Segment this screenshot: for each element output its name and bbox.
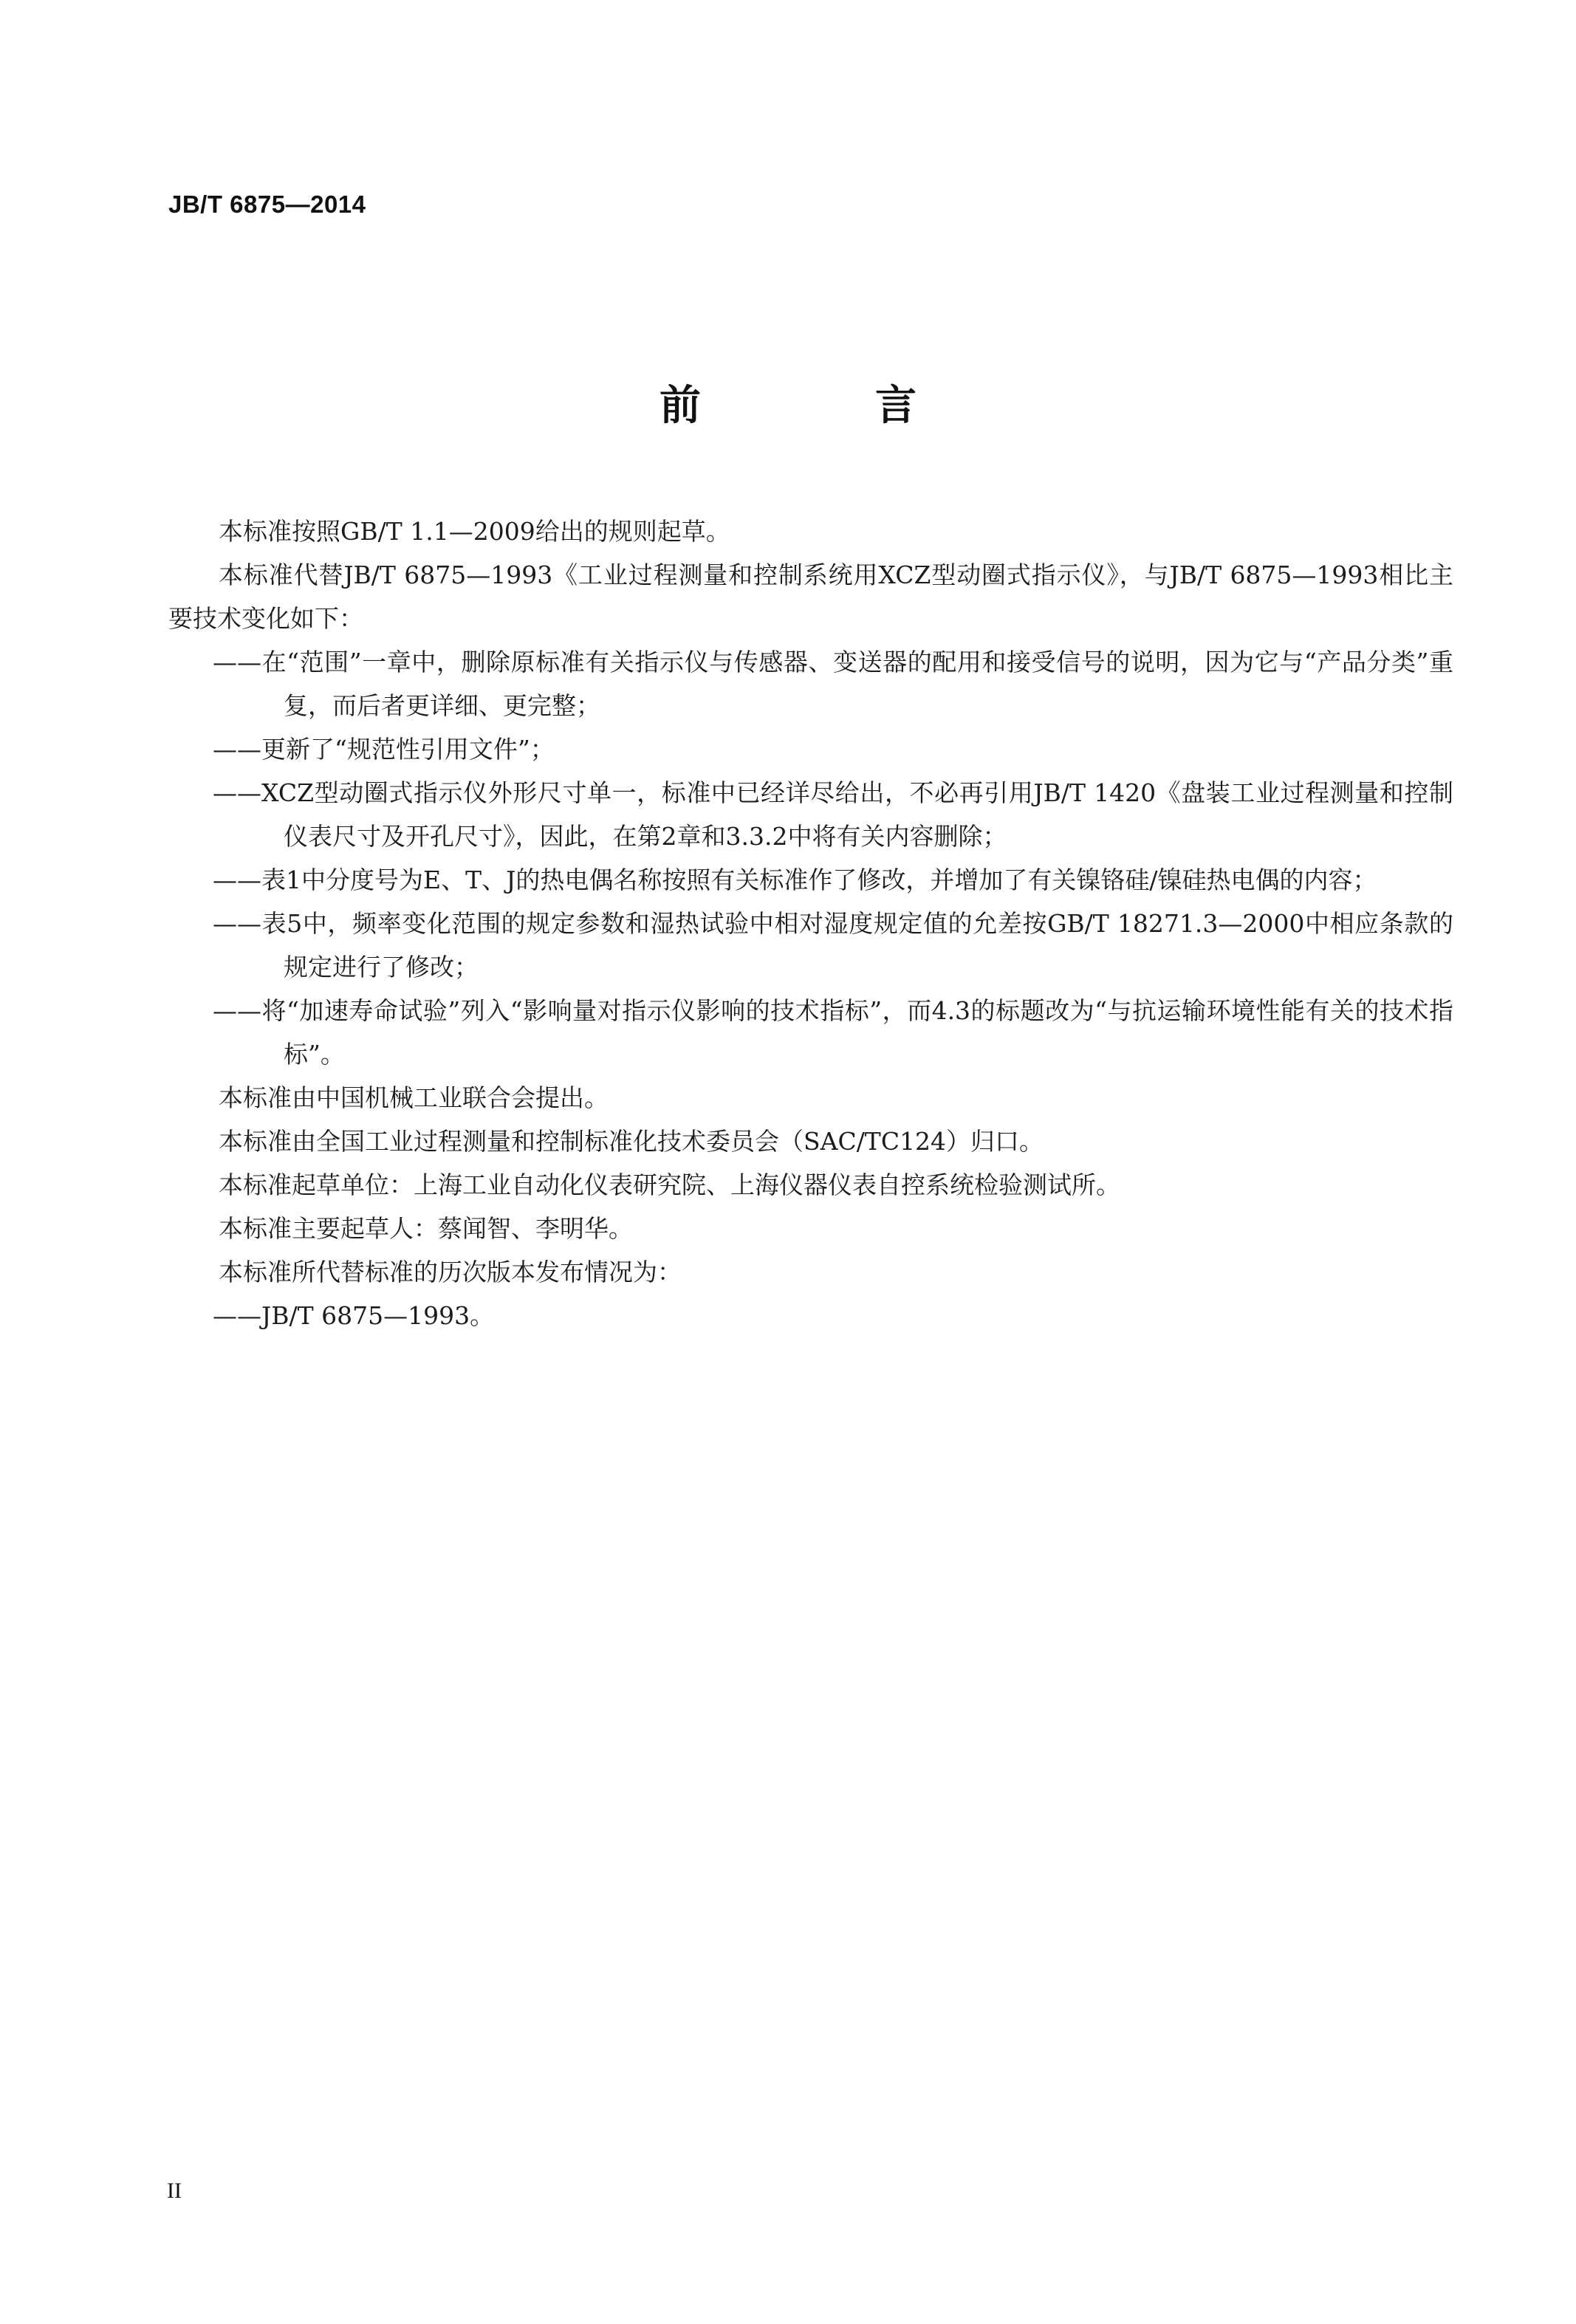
page-number: II bbox=[167, 2179, 182, 2203]
change-item-table5: ——表5中，频率变化范围的规定参数和湿热试验中相对湿度规定值的允差按GB/T 18271.3—2000中相应条款的规定进行了修改； bbox=[213, 909, 1453, 981]
foreword-body bbox=[168, 510, 1453, 1337]
paragraph-centralized-by: 本标准由全国工业过程测量和控制标准化技术委员会（SAC/TC124）归口。 bbox=[219, 1127, 1044, 1156]
paragraph-replacement: 本标准代替JB/T 6875—1993《工业过程测量和控制系统用XCZ型动圈式指示仪》，与JB/T 6875—1993相比主要技术变化如下： bbox=[168, 561, 1453, 633]
paragraph-drafting-rules: 本标准按照GB/T 1.1—2009给出的规则起草。 bbox=[219, 517, 730, 546]
paragraph-drafters: 本标准主要起草人：蔡闻智、李明华。 bbox=[219, 1214, 633, 1243]
page-title: 前 言 bbox=[659, 382, 983, 430]
change-item-table1: ——表1中分度号为E、T、J的热电偶名称按照有关标准作了修改，并增加了有关镍铬硅/镍硅热电偶的内容； bbox=[213, 865, 1377, 894]
change-item-life-test: ——将“加速寿命试验”列入“影响量对指示仪影响的技术指标”，而4.3的标题改为“与抗运输环境性能有关的技术指标”。 bbox=[213, 996, 1453, 1069]
paragraph-history-intro: 本标准所代替标准的历次版本发布情况为： bbox=[219, 1258, 682, 1286]
change-item-dimensions: ——XCZ型动圈式指示仪外形尺寸单一，标准中已经详尽给出，不必再引用JB/T 1420《盘装工业过程测量和控制仪表尺寸及开孔尺寸》，因此，在第2章和3.3.2中将有关内容删除； bbox=[213, 778, 1453, 851]
standard-code-header: JB/T 6875—2014 bbox=[168, 191, 366, 218]
paragraph-proposed-by: 本标准由中国机械工业联合会提出。 bbox=[219, 1083, 609, 1112]
paragraph-drafting-units: 本标准起草单位：上海工业自动化仪表研究院、上海仪器仪表自控系统检验测试所。 bbox=[219, 1170, 1120, 1199]
change-item-scope: ——在“范围”一章中，删除原标准有关指示仪与传感器、变送器的配用和接受信号的说明，因为它与“产品分类”重复，而后者更详细、更完整； bbox=[213, 648, 1453, 720]
change-item-normative-references: ——更新了“规范性引用文件”； bbox=[213, 735, 555, 764]
history-item: ——JB/T 6875—1993。 bbox=[213, 1301, 495, 1330]
